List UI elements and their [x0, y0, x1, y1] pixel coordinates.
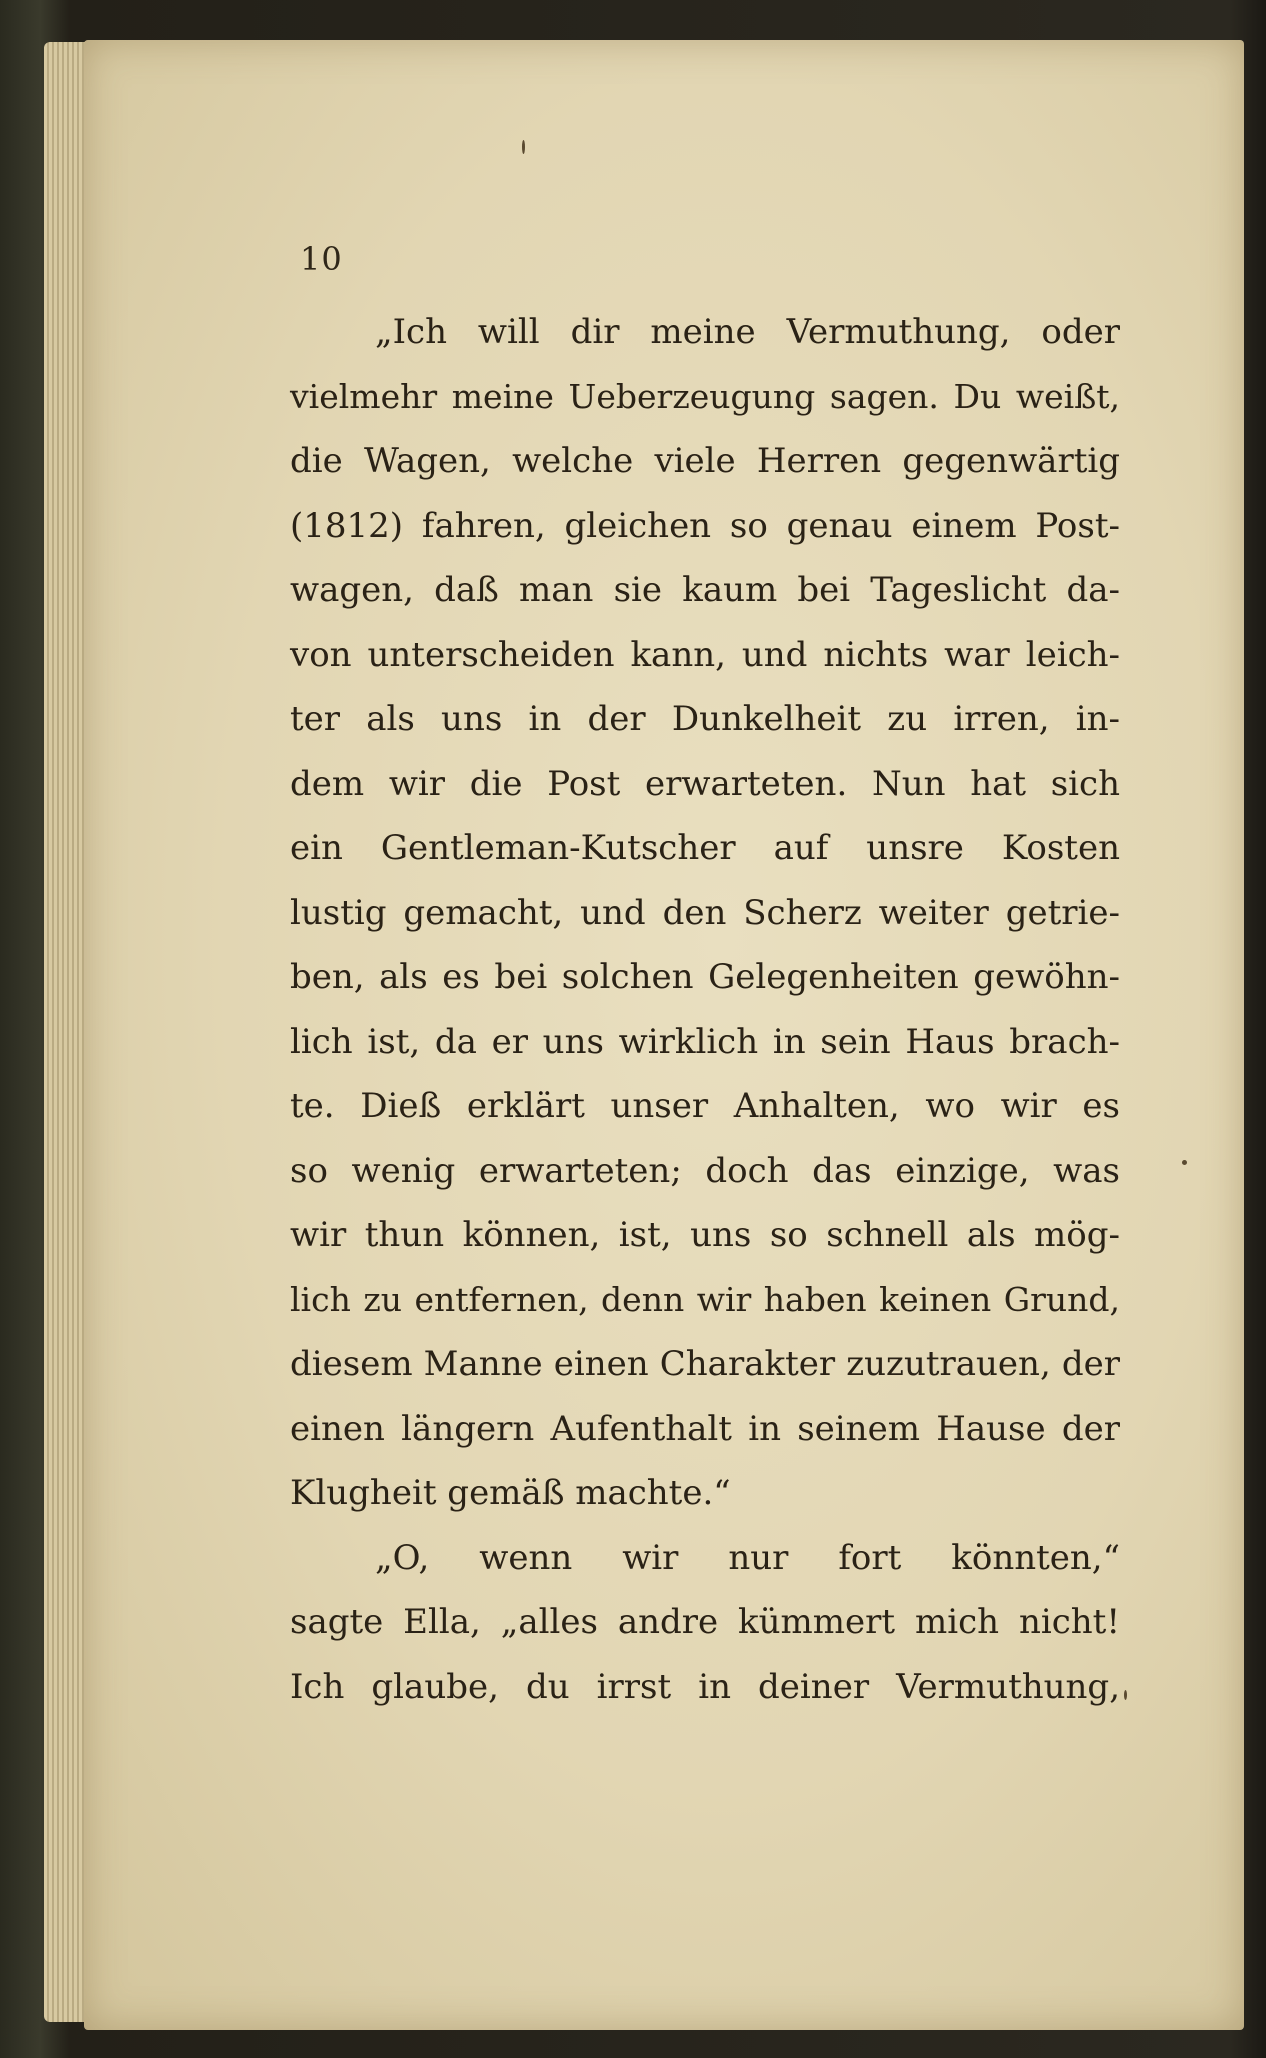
page-speck [1124, 1690, 1127, 1700]
text-line: lustig gemacht, und den Scherz weiter getrie- [290, 892, 1120, 933]
text-line: die Wagen, welche viele Herren gegenwärtig [290, 441, 1120, 481]
text-line: wir thun können, ist, uns so schnell als mög- [290, 1215, 1120, 1255]
body-text [290, 300, 1120, 1719]
text-line: Klugheit gemäß machte.“ [290, 1473, 731, 1513]
text-line: (1812) fahren, gleichen so genau einem Post- [290, 505, 1120, 546]
text-line: ein Gentleman-Kutscher auf unsre Kosten [290, 828, 1120, 868]
text-line: sagte Ella, „alles andre kümmert mich nicht! [290, 1602, 1120, 1642]
text-line: so wenig erwarteten; doch das einzige, was [290, 1150, 1120, 1191]
text-line: te. Dieß erklärt unser Anhalten, wo wir es [290, 1086, 1120, 1126]
text-line: einen längern Aufenthalt in seinem Hause der [290, 1408, 1120, 1449]
text-line: dem wir die Post erwarteten. Nun hat sich [290, 763, 1120, 804]
text-line: ben, als es bei solchen Gelegenheiten gewöhn- [290, 957, 1120, 997]
text-line: lich zu entfernen, denn wir haben keinen Grund, [290, 1279, 1120, 1319]
text-line: „Ich will dir meine Vermuthung, oder [375, 312, 1120, 352]
text-line: Ich glaube, du irrst in deiner Vermuthung, [290, 1666, 1120, 1707]
text-line: lich ist, da er uns wirklich in sein Haus brach- [290, 1021, 1120, 1062]
text-line: wagen, daß man sie kaum bei Tageslicht da- [290, 570, 1120, 610]
text-line: ter als uns in der Dunkelheit zu irren, in- [290, 699, 1120, 739]
text-line: von unterscheiden kann, und nichts war leich- [290, 634, 1120, 675]
text-line: vielmehr meine Ueberzeugung sagen. Du weißt, [290, 376, 1120, 416]
text-line: „O, wenn wir nur fort könnten,“ [375, 1537, 1120, 1578]
text-line: diesem Manne einen Charakter zuzutrauen, der [290, 1344, 1120, 1384]
page-speck [1182, 1160, 1187, 1165]
page-speck [522, 140, 525, 154]
page-number: 10 [300, 240, 343, 278]
